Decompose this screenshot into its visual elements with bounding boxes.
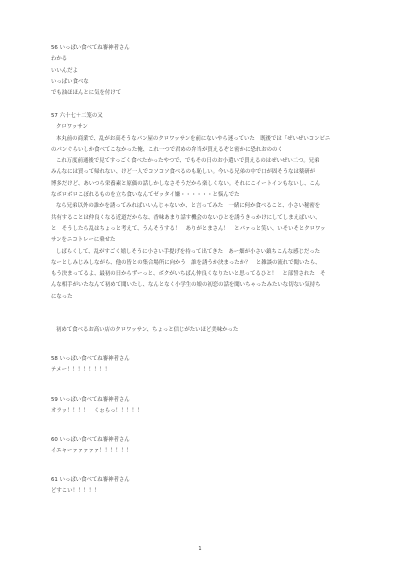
page-number: 1 <box>198 546 202 552</box>
text-line: のパンぐらいしか食べてこなかった俺、これ一つで君めの弁当が買えるぞと密かに恐れおののく <box>51 146 283 153</box>
text-line: イエャーァァァァァ！！！！！！ <box>51 448 132 455</box>
section-56 <box>51 43 130 99</box>
section-heading: 59 いっぱい食べてね審神者さん <box>51 397 130 403</box>
section-61 <box>51 475 130 498</box>
text-line: しばらくして、乱がすごく嬉しそうに小さい手提げを持って出てきた あー畑が小さい鎮ちこんな感じだった <box>56 248 321 255</box>
text-line: なーとしみじみしながら、他の皆との集合場所に向かう 誰を誘うか決まったか？ と雑談の流れで聞いたら、 <box>51 259 321 266</box>
text-line: どすこい！！！！！ <box>51 488 100 495</box>
section-heading: 60 いっぱい食べてね審神者さん <box>51 437 130 443</box>
text-line: いいんだよ <box>51 67 78 74</box>
section-heading: 56 いっぱい食べてね審神者さん <box>51 45 130 51</box>
text-line: もう決まってるよ、最初の日からずーっと、ボクがいちばん仲良くなりたいと思ってるひと！ と部誓された そ <box>51 271 326 278</box>
text-line: になった <box>51 293 73 300</box>
text-line: これ万度前通後で見てすっごく食べたかったやつで、でもその日のお小遣いで買えるのはぜいぜい二つ。兄弟 <box>56 158 320 165</box>
section-58 <box>51 354 130 377</box>
text-line: テメー！！！！！！！！ <box>51 367 111 374</box>
section-57 <box>51 111 330 303</box>
text-line: いっぱい食べな <box>51 78 89 85</box>
text-line: 本丸前の商業で、乱がお高そうなパン屋のクロワッサンを前にないやら迷っていた 既後では「ぜいぜいコンビニ <box>56 135 331 142</box>
text-line: なボロボロこぼれるものを立ち食いなんてゼッタイ嫌・・・・・・と悩んでた <box>51 192 240 199</box>
text-line: でも油ほほんとに気を付けて <box>51 90 122 97</box>
section-59 <box>51 395 142 418</box>
text-line: みんなには買って帰れない、けど一人でコソコソ食べるのも恥しい。今いる兄弟の中で口が固そうなは薬研が <box>51 169 316 176</box>
text-line: 共有することは仲良くなる近道だからな、香味あまり話す機会のないひとを誘うきっかけにしてしまえばいい、 <box>51 214 321 221</box>
text-line: オラッ！！！！ くぉらっ！！！！！ <box>51 408 143 415</box>
text-line: わかる <box>51 56 68 63</box>
section-heading: 61 いっぱい食べてね審神者さん <box>51 477 130 483</box>
section-60 <box>51 435 132 458</box>
text-line: 初めて食べるお高い店のクロワッサン、ちょっと信じがたいほど美味かった <box>56 327 239 333</box>
section-heading: 57 六十七＋二笼の又 <box>51 113 103 119</box>
text-line: サンをニコトレーに乗せた <box>51 237 116 244</box>
text-line: なら兄弟以外の誰かを誘ってみればいいんじゃないか、と言ってみた 一緒に何か食べること、小さい秘密を <box>56 203 321 210</box>
text-line: と そうしたら乱はちょっと考えて、うんそうする！ ありがとまさん！ とパァっと笑い、いそいそとクロワッ <box>51 225 326 232</box>
text-line: んな相手がいたなんて初めて聞いたし、なんとなく小学生の娘の初恋の話を聞いちゃったみたいな切ない気持ち <box>51 282 321 289</box>
text-line: クロワッサン <box>56 124 88 131</box>
text-line: 博多だけど、あいつら栄養素と原価の話しかしなさそうだから楽しくない。それにこイートインもないし、こん <box>51 180 321 187</box>
section-57-closing <box>51 327 238 334</box>
section-heading: 58 いっぱい食べてね審神者さん <box>51 356 130 362</box>
